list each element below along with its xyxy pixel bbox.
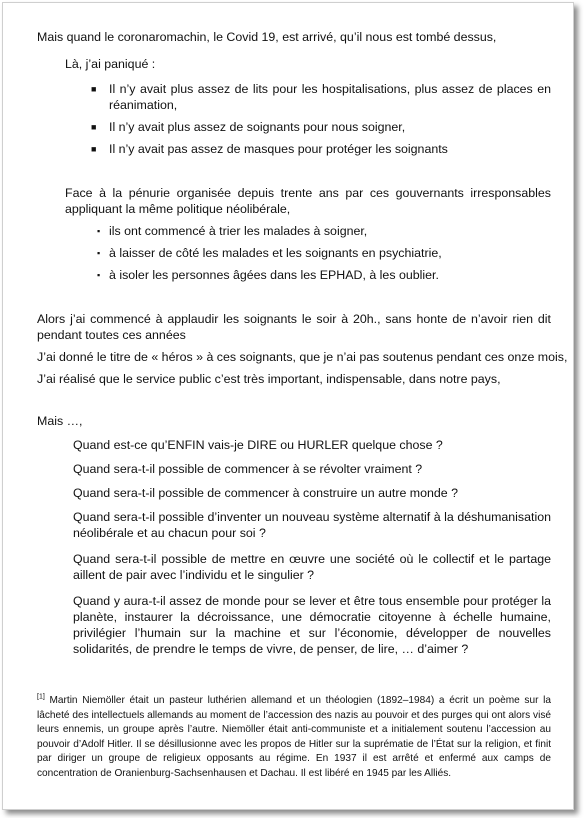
panic-item: Il n’y avait plus assez de lits pour les hospitalisations, plus assez de places en réanimation,	[109, 82, 551, 112]
bullet-marker: ▪	[97, 248, 101, 258]
shortage-item: à laisser de côté les malades et les soignants en psychiatrie,	[109, 246, 442, 260]
question-item: Quand sera-t-il possible d’inventer un nouveau système alternatif à la déshumanisation néolibérale et au chacun pour soi ?	[73, 510, 551, 540]
question-item: Quand sera-t-il possible de mettre en œuvre une société où le collectif et le partage aillent de pair avec l’individu et le singulier ?	[73, 552, 551, 582]
questions-label: Mais …,	[37, 414, 83, 428]
question-item: Quand est-ce qu’ENFIN vais-je DIRE ou HURLER quelque chose ?	[73, 438, 443, 452]
shortage-item: ils ont commencé à trier les malades à soigner,	[109, 224, 368, 238]
applause-paragraph: Alors j’ai commencé à applaudir les soignants le soir à 20h., sans honte de n’avoir rien dit pendant toutes ces années	[37, 312, 551, 342]
panic-item: Il n’y avait pas assez de masques pour protéger les soignants	[109, 142, 448, 156]
shortage-item: à isoler les personnes âgées dans les EPHAD, à les oublier.	[109, 268, 439, 282]
panic-label: Là, j’ai paniqué :	[65, 57, 156, 71]
bullet-marker: ▪	[97, 226, 101, 236]
footnote-text: Martin Niemöller était un pasteur luthérien allemand et un théologien (1892–1984) a écrit un poème sur la lâcheté des intellectuels allemands au moment de l’accession des nazis au pouvoir et des purges qui ont alors visé leurs ennemis, un groupe après l’autre. Niemöller était anti-communiste et a initialement soutenu l’accession au pouvoir d’Adolf Hitler. Il se désillusionne avec les propos de Hitler sur la suprématie de l’État sur la religion, et finit par diriger un groupe de religieux opposants au régime. En 1937 il est arrêté et enfermé aux camps de concentration de Oranienburg-Sachsenhausen et Dachau. Il est libéré en 1945 par les Alliés.	[37, 695, 551, 779]
document-page	[2, 2, 574, 810]
panic-item: Il n’y avait plus assez de soignants pour nous soigner,	[109, 120, 406, 134]
bullet-marker: ■	[91, 122, 97, 132]
applause-line: J’ai donné le titre de « héros » à ces soignants, que je n’ai pas soutenus pendant ces onze mois,	[37, 350, 568, 364]
bullet-marker: ■	[91, 144, 97, 154]
footnote-marker: [1]	[37, 693, 45, 701]
intro-line: Mais quand le coronaromachin, le Covid 19, est arrivé, qu’il nous est tombé dessus,	[37, 30, 497, 44]
shortage-paragraph: Face à la pénurie organisée depuis trente ans par ces gouvernants irresponsables appliquant la même politique néolibérale,	[65, 186, 551, 216]
question-item: Quand sera-t-il possible de commencer à construire un autre monde ?	[73, 486, 458, 500]
question-item: Quand y aura-t-il assez de monde pour se lever et être tous ensemble pour protéger la planète, instaurer la décroissance, une démocratie citoyenne à échelle humaine, privilégier l’humain sur la machine et sur l’économie, développer de nouvelles solidarités, de prendre le temps de vivre, de penser, de lire, … d’aimer ?	[73, 594, 551, 656]
question-item: Quand sera-t-il possible de commencer à se révolter vraiment ?	[73, 462, 423, 476]
footnote	[37, 694, 551, 781]
bullet-marker: ■	[91, 84, 97, 94]
applause-line: J’ai réalisé que le service public c’est très important, indispensable, dans notre pays,	[37, 372, 501, 386]
bullet-marker: ▪	[97, 270, 101, 280]
